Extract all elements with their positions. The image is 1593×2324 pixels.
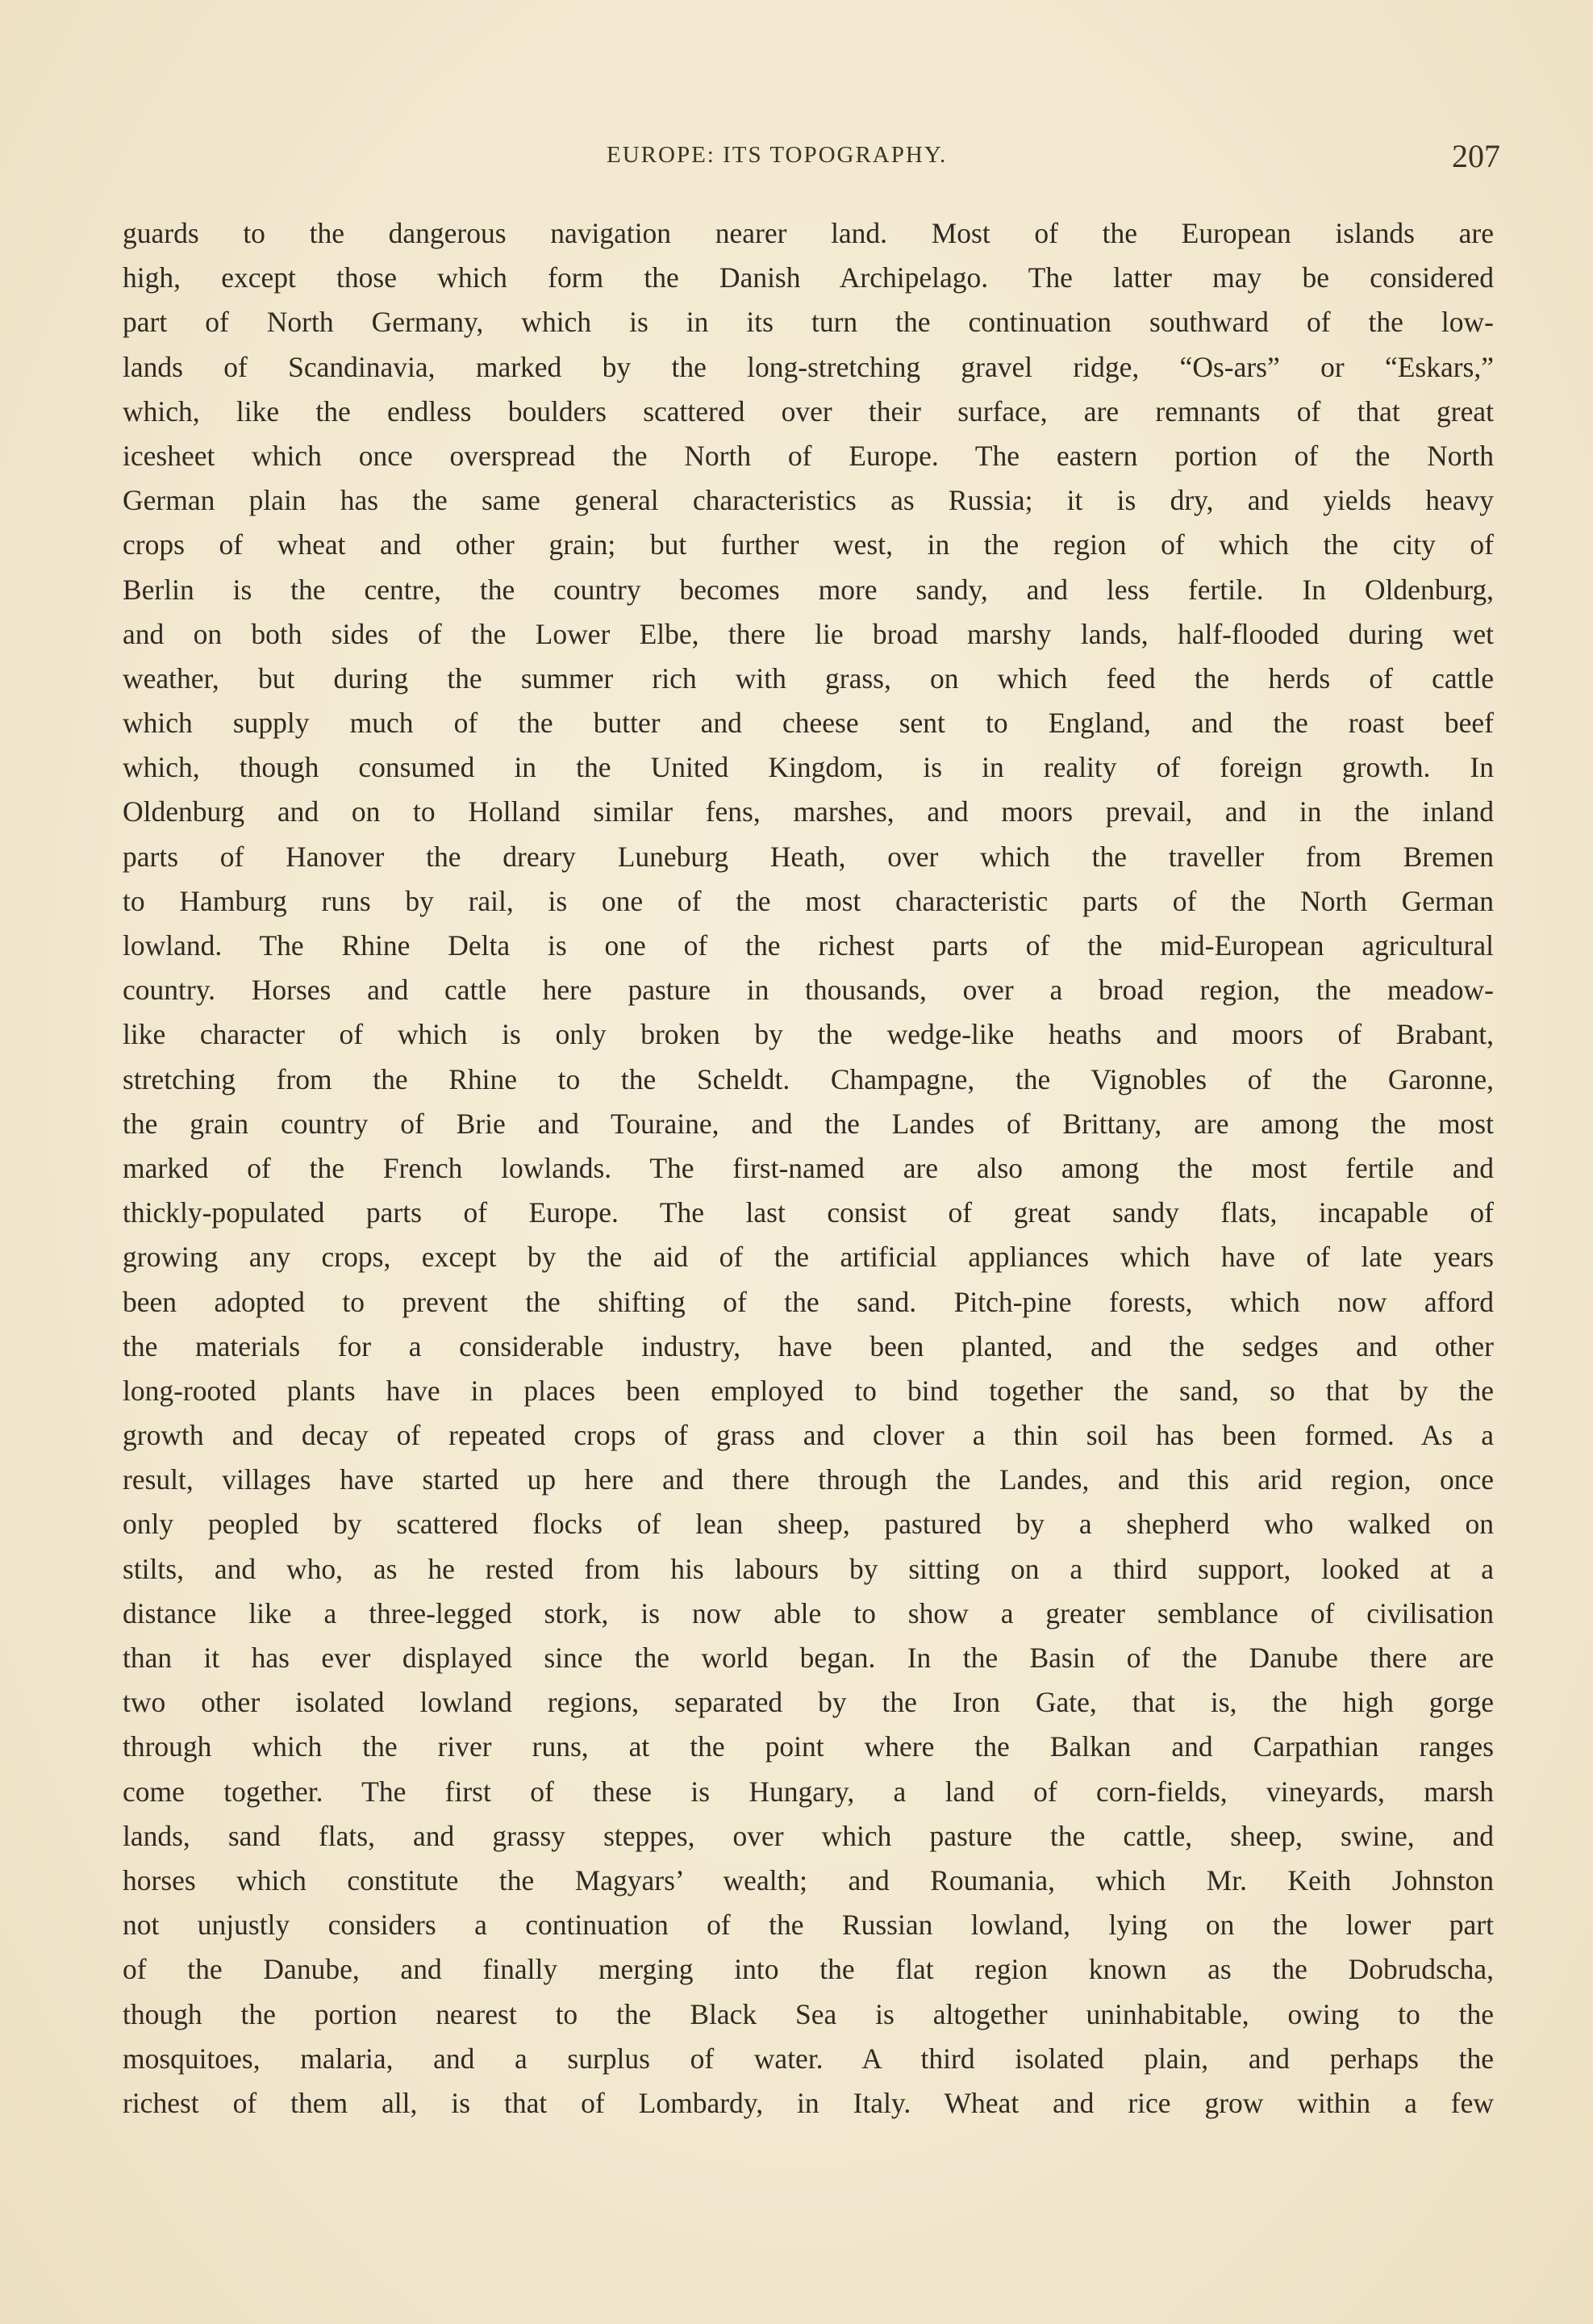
running-header xyxy=(0,137,1593,186)
text-line: weather, but during the summer rich with grass, on which feed the herds of cattle xyxy=(123,661,1494,695)
running-title: EUROPE: ITS TOPOGRAPHY. xyxy=(607,142,948,168)
text-line: part of North Germany, which is in its turn the continuation southward of the low- xyxy=(123,306,1494,339)
text-line: and on both sides of the Lower Elbe, there lie broad marshy lands, half-flooded during wet xyxy=(123,617,1494,650)
text-line: guards to the dangerous navigation nearer land. Most of the European islands are xyxy=(123,217,1494,249)
text-line: long-rooted plants have in places been employed to bind together the sand, so that by the xyxy=(123,1374,1494,1407)
text-line: come together. The first of these is Hungary, a land of corn-fields, vineyards, marsh xyxy=(123,1775,1494,1808)
text-line: to Hamburg runs by rail, is one of the most characteristic parts of the North German xyxy=(123,884,1494,917)
text-line: result, villages have started up here and there through the Landes, and this arid region, once xyxy=(123,1463,1494,1496)
text-line: of the Danube, and finally merging into the flat region known as the Dobrudscha, xyxy=(123,1953,1494,1986)
text-line: high, except those which form the Danish Archipelago. The latter may be considered xyxy=(123,261,1494,294)
text-line: which, like the endless boulders scattered over their surface, are remnants of that great xyxy=(123,394,1494,428)
text-line: stretching from the Rhine to the Scheldt. Champagne, the Vignobles of the Garonne, xyxy=(123,1062,1494,1095)
text-line: two other isolated lowland regions, separated by the Iron Gate, that is, the high gorge xyxy=(123,1686,1494,1719)
text-line: lands, sand flats, and grassy steppes, over which pasture the cattle, sheep, swine, and xyxy=(123,1819,1494,1852)
text-line: which supply much of the butter and cheese sent to England, and the roast beef xyxy=(123,707,1494,740)
text-line: richest of them all, is that of Lombardy, in Italy. Wheat and rice grow within a few xyxy=(123,2086,1494,2119)
page-number: 207 xyxy=(1452,138,1500,174)
text-line: though the portion nearest to the Black Sea is altogether uninhabitable, owing to the xyxy=(123,1997,1494,2030)
text-line: crops of wheat and other grain; but further west, in the region of which the city of xyxy=(123,528,1494,561)
text-line: thickly-populated parts of Europe. The last consist of great sandy flats, incapable of xyxy=(123,1196,1494,1229)
text-line: Oldenburg and on to Holland similar fens, marshes, and moors prevail, and in the inland xyxy=(123,795,1494,828)
text-line: growth and decay of repeated crops of grass and clover a thin soil has been formed. As a xyxy=(123,1419,1494,1452)
text-line: parts of Hanover the dreary Luneburg Heath, over which the traveller from Bremen xyxy=(123,840,1494,873)
text-line: icesheet which once overspread the North of Europe. The eastern portion of the North xyxy=(123,439,1494,472)
text-line: marked of the French lowlands. The first-named are also among the most fertile and xyxy=(123,1151,1494,1184)
text-line: through which the river runs, at the point where the Balkan and Carpathian ranges xyxy=(123,1730,1494,1763)
text-line: the materials for a considerable industry, have been planted, and the sedges and other xyxy=(123,1329,1494,1362)
text-line: not unjustly considers a continuation of the Russian lowland, lying on the lower part xyxy=(123,1909,1494,1942)
text-line: horses which constitute the Magyars’ wealth; and Roumania, which Mr. Keith Johnston xyxy=(123,1863,1494,1896)
text-line: growing any crops, except by the aid of the artificial appliances which have of late years xyxy=(123,1241,1494,1274)
text-line: lowland. The Rhine Delta is one of the richest parts of the mid-European agricultural xyxy=(123,929,1494,962)
text-line: which, though consumed in the United Kingdom, is in reality of foreign growth. In xyxy=(123,751,1494,784)
text-line: country. Horses and cattle here pasture in thousands, over a broad region, the meadow- xyxy=(123,974,1494,1007)
text-line: like character of which is only broken by the wedge-like heaths and moors of Brabant, xyxy=(123,1018,1494,1051)
text-line: lands of Scandinavia, marked by the long-stretching gravel ridge, “Os-ars” or “Eskars,” xyxy=(123,350,1494,383)
text-line: the grain country of Brie and Touraine, and the Landes of Brittany, are among the most xyxy=(123,1107,1494,1140)
text-line: only peopled by scattered flocks of lean sheep, pastured by a shepherd who walked on xyxy=(123,1508,1494,1541)
body-text xyxy=(123,211,1494,2126)
text-line: stilts, and who, as he rested from his labours by sitting on a third support, looked at a xyxy=(123,1552,1494,1585)
text-line: been adopted to prevent the shifting of the sand. Pitch-pine forests, which now afford xyxy=(123,1285,1494,1318)
text-line: German plain has the same general characteristics as Russia; it is dry, and yields heavy xyxy=(123,484,1494,517)
text-line: mosquitoes, malaria, and a surplus of water. A third isolated plain, and perhaps the xyxy=(123,2042,1494,2075)
text-line: distance like a three-legged stork, is now able to show a greater semblance of civilisation xyxy=(123,1596,1494,1629)
text-line: than it has ever displayed since the world began. In the Basin of the Danube there are xyxy=(123,1642,1494,1674)
text-line: Berlin is the centre, the country becomes more sandy, and less fertile. In Oldenburg, xyxy=(123,573,1494,606)
